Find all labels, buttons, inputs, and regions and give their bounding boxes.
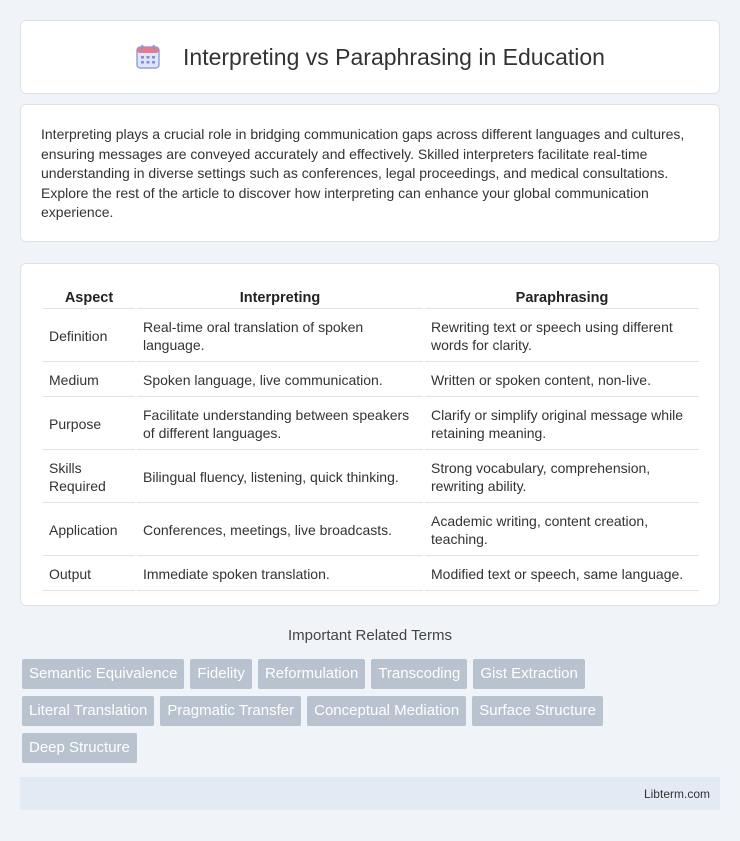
- aspect-cell: Output: [43, 558, 135, 591]
- interpreting-cell: Bilingual fluency, listening, quick thinking.: [137, 452, 423, 503]
- table-row: [43, 505, 699, 556]
- table-row: [43, 364, 699, 397]
- paraphrasing-cell: Strong vocabulary, comprehension, rewriting ability.: [425, 452, 699, 503]
- table-header-row: [43, 286, 699, 309]
- tag-gist-extraction[interactable]: Gist Extraction: [473, 659, 585, 689]
- interpreting-cell: Immediate spoken translation.: [137, 558, 423, 591]
- aspect-cell: Application: [43, 505, 135, 556]
- aspect-cell: Purpose: [43, 399, 135, 450]
- table-row: [43, 452, 699, 503]
- tag-pragmatic-transfer[interactable]: Pragmatic Transfer: [160, 696, 301, 726]
- tag-conceptual-mediation[interactable]: Conceptual Mediation: [307, 696, 466, 726]
- paraphrasing-cell: Clarify or simplify original message while retaining meaning.: [425, 399, 699, 450]
- paraphrasing-cell: Written or spoken content, non-live.: [425, 364, 699, 397]
- aspect-cell: Definition: [43, 311, 135, 362]
- interpreting-cell: Spoken language, live communication.: [137, 364, 423, 397]
- footer-site-link[interactable]: Libterm.com: [643, 787, 710, 801]
- interpreting-cell: Conferences, meetings, live broadcasts.: [137, 505, 423, 556]
- tag-deep-structure[interactable]: Deep Structure: [22, 733, 137, 763]
- tag-fidelity[interactable]: Fidelity: [190, 659, 252, 689]
- comparison-table: [41, 284, 701, 593]
- tag-reformulation[interactable]: Reformulation: [258, 659, 365, 689]
- table-row: [43, 558, 699, 591]
- column-header-interpreting: Interpreting: [137, 286, 423, 309]
- page-title: Interpreting vs Paraphrasing in Education: [183, 43, 605, 70]
- paraphrasing-cell: Rewriting text or speech using different words for clarity.: [425, 311, 699, 362]
- related-terms-title: Important Related Terms: [288, 627, 452, 644]
- tag-transcoding[interactable]: Transcoding: [371, 659, 467, 689]
- related-terms-tags: [22, 659, 702, 770]
- aspect-cell: Skills Required: [43, 452, 135, 503]
- column-header-paraphrasing: Paraphrasing: [425, 286, 699, 309]
- header-card: [20, 20, 720, 94]
- interpreting-cell: Facilitate understanding between speakers of different languages.: [137, 399, 423, 450]
- interpreting-cell: Real-time oral translation of spoken language.: [137, 311, 423, 362]
- tag-literal-translation[interactable]: Literal Translation: [22, 696, 154, 726]
- intro-card: [20, 104, 720, 242]
- aspect-cell: Medium: [43, 364, 135, 397]
- column-header-aspect: Aspect: [43, 286, 135, 309]
- paraphrasing-cell: Academic writing, content creation, teaching.: [425, 505, 699, 556]
- paraphrasing-cell: Modified text or speech, same language.: [425, 558, 699, 591]
- table-row: [43, 399, 699, 450]
- intro-paragraph: Interpreting plays a crucial role in bridging communication gaps across different languages and cultures, ensuring messages are conveyed accurately and effectively. Skilled interpreters facilitate real-time understanding in diverse settings such as conferences, legal proceedings, and medical consultations. Explore the rest of the article to discover how interpreting can enhance your global communication experience.: [41, 126, 685, 221]
- comparison-table-card: [20, 263, 720, 606]
- tag-surface-structure[interactable]: Surface Structure: [472, 696, 603, 726]
- table-row: [43, 311, 699, 362]
- tag-semantic-equivalence[interactable]: Semantic Equivalence: [22, 659, 184, 689]
- calendar-icon: [135, 44, 161, 70]
- footer: [20, 777, 720, 810]
